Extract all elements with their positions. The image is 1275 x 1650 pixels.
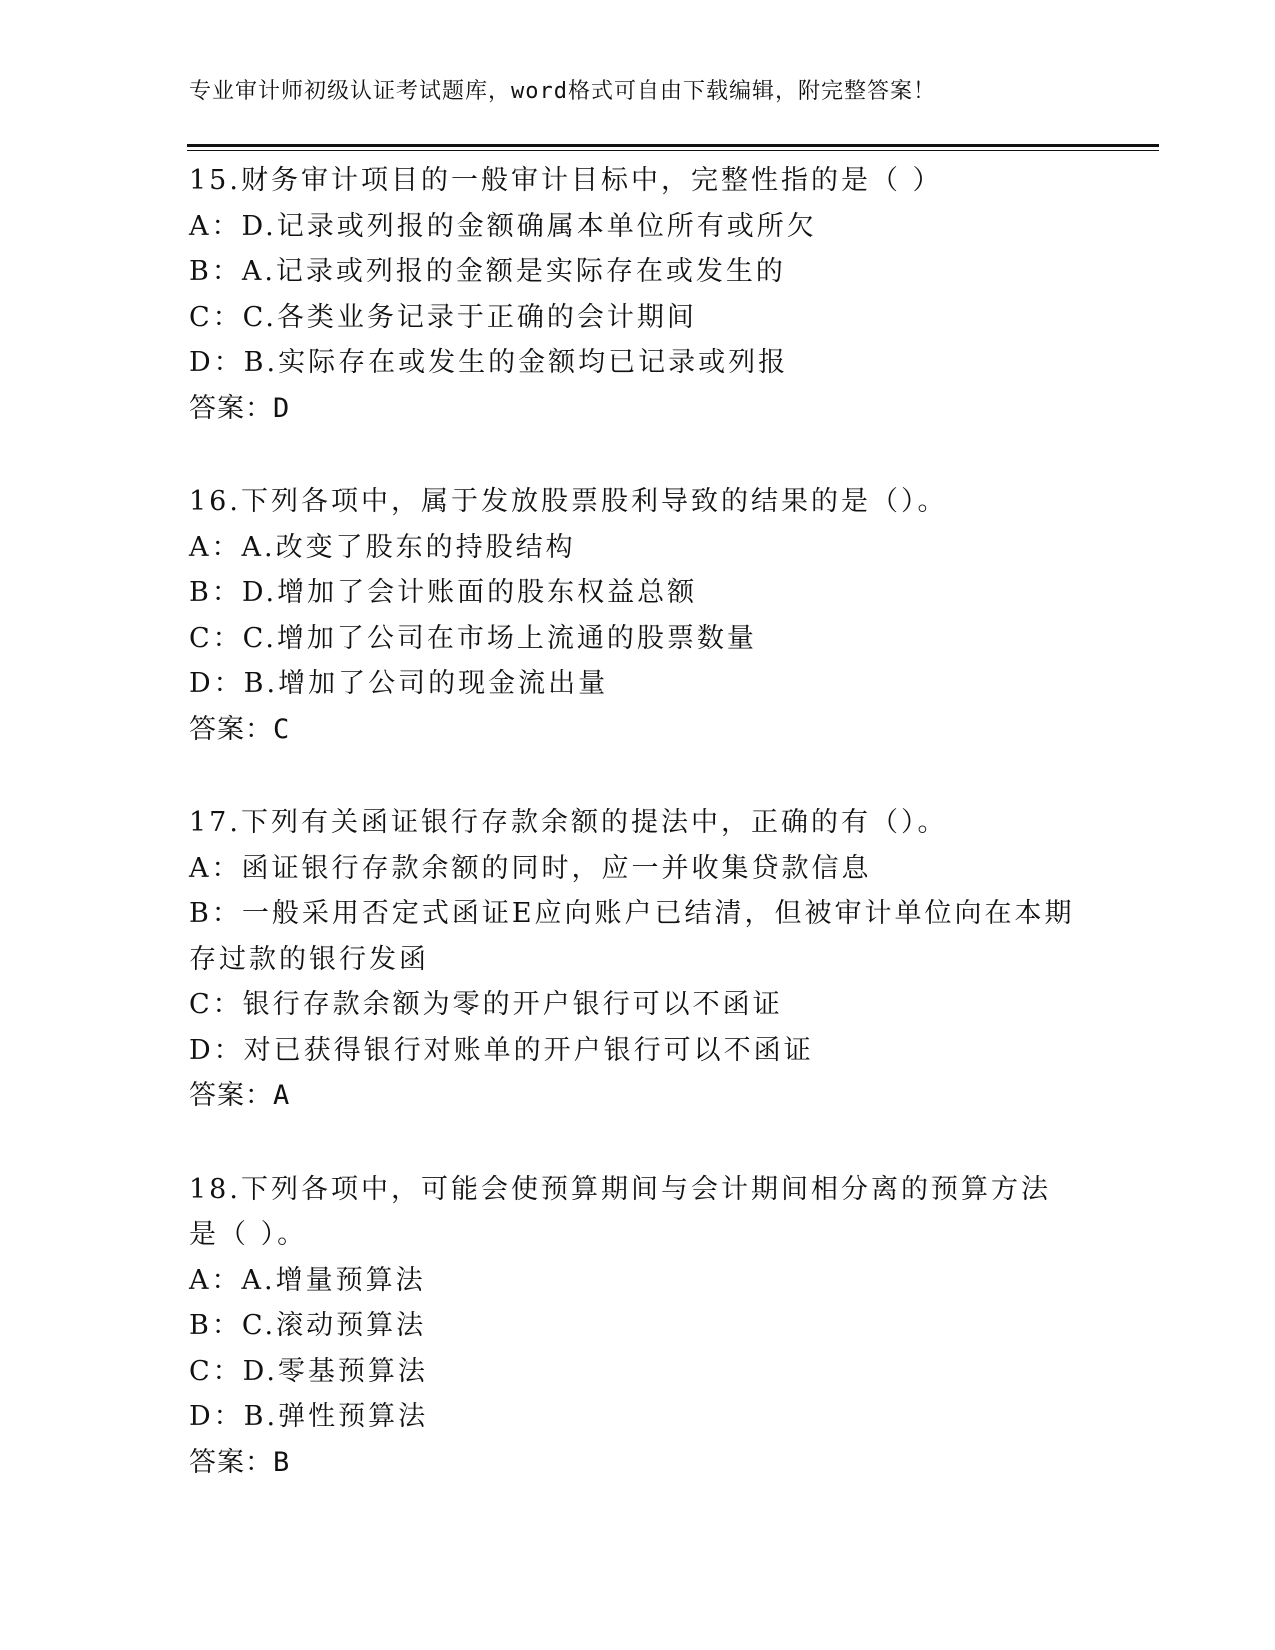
question-18 <box>189 1167 1089 1486</box>
option-d: D：B.增加了公司的现金流出量 <box>189 668 609 699</box>
header-divider-thick <box>187 144 1159 147</box>
option-b: B：D.增加了会计账面的股东权益总额 <box>189 577 698 608</box>
page-header: 专业审计师初级认证考试题库，word格式可自由下载编辑，附完整答案！ <box>189 79 936 104</box>
question-16 <box>189 479 1089 752</box>
option-a: A：D.记录或列报的金额确属本单位所有或所欠 <box>189 210 817 242</box>
question-stem: 17.下列有关函证银行存款余额的提法中，正确的有（）。 <box>189 807 948 838</box>
option-b: B：一般采用否定式函证E应向账户已结清，但被审计单位向在本期存过款的银行发函 <box>189 898 1075 975</box>
option-c: C：C.各类业务记录于正确的会计期间 <box>189 301 697 333</box>
option-c: C：D.零基预算法 <box>189 1355 428 1387</box>
question-stem: 16.下列各项中，属于发放股票股利导致的结果的是（）。 <box>189 486 948 517</box>
answer-line: 答案：A <box>189 1080 291 1111</box>
option-a: A：A.增量预算法 <box>189 1264 426 1296</box>
option-a: A：函证银行存款余额的同时，应一并收集贷款信息 <box>189 852 872 884</box>
answer-line: 答案：B <box>189 1446 291 1478</box>
question-stem: 15.财务审计项目的一般审计目标中，完整性指的是（ ） <box>189 165 943 196</box>
option-c: C：C.增加了公司在市场上流通的股票数量 <box>189 622 757 654</box>
option-d: D：对已获得银行对账单的开户银行可以不函证 <box>189 1034 814 1066</box>
question-stem: 18.下列各项中，可能会使预算期间与会计期间相分离的预算方法是（ ）。 <box>189 1173 1051 1250</box>
answer-line: 答案：C <box>189 713 291 745</box>
header-divider-thin <box>187 150 1159 151</box>
answer-line: 答案：D <box>189 392 291 424</box>
question-list <box>189 158 1089 1533</box>
question-15 <box>189 158 1089 431</box>
question-17 <box>189 800 1089 1119</box>
option-a: A：A.改变了股东的持股结构 <box>189 531 576 563</box>
option-d: D：B.弹性预算法 <box>189 1401 429 1432</box>
option-d: D：B.实际存在或发生的金额均已记录或列报 <box>189 347 789 378</box>
option-b: B：A.记录或列报的金额是实际存在或发生的 <box>189 256 786 287</box>
option-c: C：银行存款余额为零的开户银行可以不函证 <box>189 989 783 1020</box>
option-b: B：C.滚动预算法 <box>189 1310 427 1341</box>
